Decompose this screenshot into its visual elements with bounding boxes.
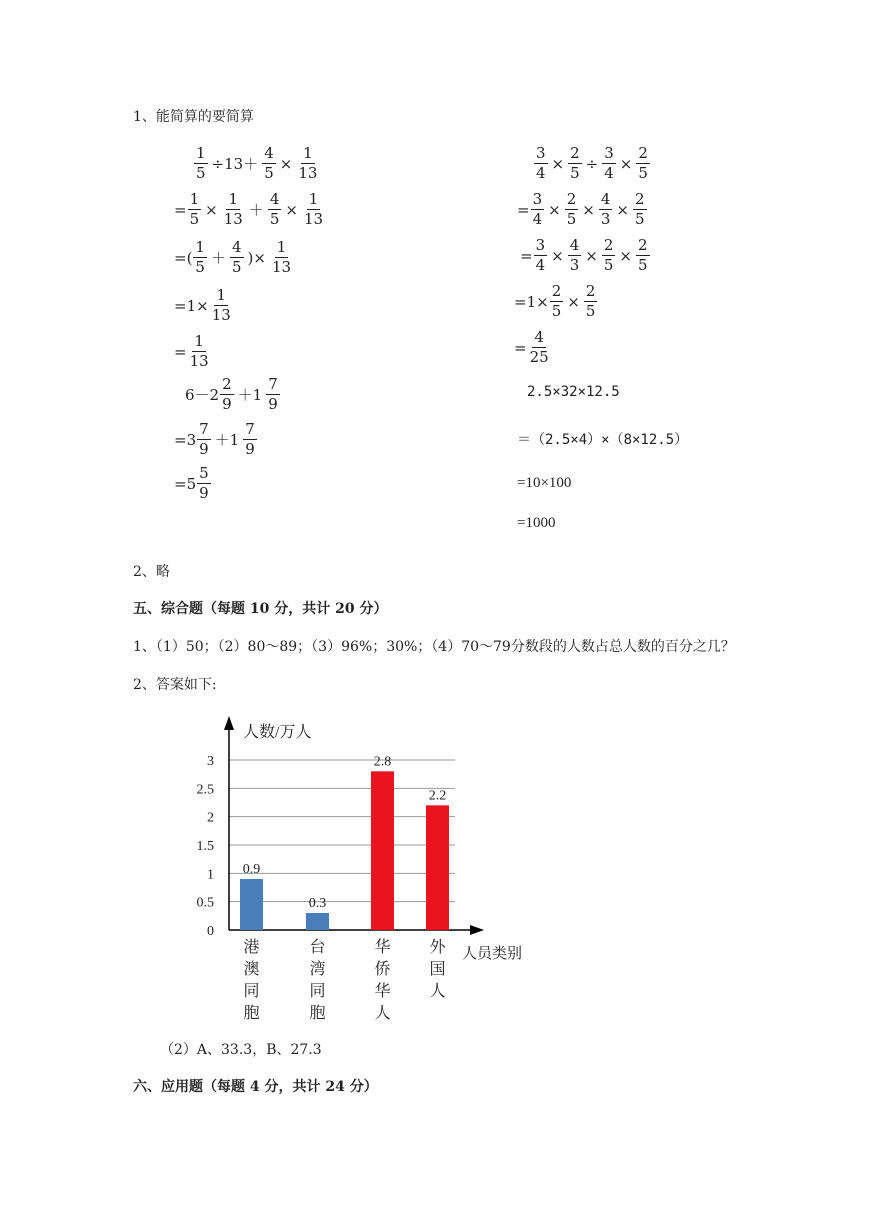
category-label-char: 胞 xyxy=(243,1005,260,1022)
right-line-3: = $\frac{3}{4}$ × $\frac{4}{3}$ × $\frac{2}{5}$ × $\frac{2}{5}$ xyxy=(520,236,648,274)
left-line-7: =3 $\frac{7}{9}$ ＋1 $\frac{7}{9}$ xyxy=(174,420,255,458)
category-label-char: 华 xyxy=(374,939,391,956)
category-label-char: 港 xyxy=(243,939,260,956)
left-line-3: =( $\frac{1}{5}$ ＋ $\frac{4}{5}$ )× $\frac{1}{13}$ xyxy=(174,238,292,276)
category-label-char: 华 xyxy=(374,983,391,1000)
fraction: $\frac{1}{5}$ xyxy=(196,144,206,182)
section-1-title: 1、能简算的要简算 xyxy=(133,109,254,125)
x-axis-label: 人员类别 xyxy=(462,946,523,962)
right-line-8: =10×100 xyxy=(517,475,572,491)
y-tick-label: 1.5 xyxy=(196,839,214,854)
right-line-6: 2.5×32×12.5 xyxy=(527,384,620,400)
right-line-2: = $\frac{3}{4}$ × $\frac{2}{5}$ × $\frac{4}{3}$ × $\frac{2}{5}$ xyxy=(517,190,645,228)
fraction: $\frac{4}{5}$ xyxy=(264,144,274,182)
heading-5: 五、综合题（每题 10 分，共计 20 分） xyxy=(133,601,388,617)
left-line-8: =5 $\frac{5}{9}$ xyxy=(174,464,209,502)
q2-part2: （2）A、33.3，B、27.3 xyxy=(160,1042,322,1058)
q2-answer: 2、答案如下: xyxy=(133,677,217,693)
category-label-char: 澳 xyxy=(243,961,260,978)
y-tick-label: 1 xyxy=(207,867,214,883)
left-line-4: =1× $\frac{1}{13}$ xyxy=(174,286,231,324)
right-line-7: ＝（2.5×4）×（8×12.5） xyxy=(517,432,689,448)
y-tick-label: 2 xyxy=(207,810,214,826)
y-tick-label: 0.5 xyxy=(196,895,214,911)
data-label: 2.8 xyxy=(373,754,392,770)
bar xyxy=(306,913,329,930)
data-label: 2.2 xyxy=(428,788,447,804)
section-2-title: 2、略 xyxy=(133,564,170,580)
y-tick-label: 3 xyxy=(207,754,214,769)
category-label-char: 侨 xyxy=(374,961,391,978)
right-line-9: =1000 xyxy=(517,515,556,531)
left-line-6: 6－2 $\frac{2}{9}$ ＋1 $\frac{7}{9}$ xyxy=(185,375,278,413)
y-tick-label: 0 xyxy=(207,924,214,939)
category-label-char: 国 xyxy=(429,961,446,978)
category-label-char: 同 xyxy=(309,983,326,1000)
y-tick-label: 2.5 xyxy=(196,782,214,798)
category-label-char: 台 xyxy=(309,939,326,956)
left-line-1: $\frac{1}{5}$ ÷13＋ $\frac{4}{5}$ × $\frac{1}{13}$ xyxy=(196,144,318,182)
bar xyxy=(240,879,263,930)
y-axis-label: 人数/万人 xyxy=(243,724,312,741)
left-line-5: = $\frac{1}{13}$ xyxy=(174,332,209,370)
right-line-1: $\frac{3}{4}$ × $\frac{2}{5}$ ÷ $\frac{3}{4}$ × $\frac{2}{5}$ xyxy=(536,144,648,182)
x-axis-arrow xyxy=(470,925,484,935)
bar xyxy=(371,771,394,930)
category-label-char: 同 xyxy=(243,983,260,1000)
left-line-2: = $\frac{1}{5}$ × $\frac{1}{13}$ ＋ $\frac{4}{5}$ × $\frac{1}{13}$ xyxy=(174,190,324,228)
category-label-char: 胞 xyxy=(309,1005,326,1022)
q1-answer: 1、（1）50；（2）80～89；（3）96%；30%；（4）70～79分数段的人数占总人数的百分之几？ xyxy=(133,639,735,655)
fraction: $\frac{1}{13}$ xyxy=(298,144,318,182)
heading-6: 六、应用题（每题 4 分，共计 24 分） xyxy=(133,1079,378,1095)
category-label-char: 湾 xyxy=(309,961,326,978)
right-line-4: =1× $\frac{2}{5}$ × $\frac{2}{5}$ xyxy=(514,282,596,320)
right-line-5: = $\frac{4}{25}$ xyxy=(514,328,549,366)
bar xyxy=(426,805,449,930)
y-axis-arrow xyxy=(224,716,234,730)
data-label: 0.9 xyxy=(242,862,261,877)
category-label-char: 外 xyxy=(429,939,446,956)
data-label: 0.3 xyxy=(308,896,327,911)
category-label-char: 人 xyxy=(429,983,446,1000)
category-label-char: 人 xyxy=(374,1005,391,1022)
